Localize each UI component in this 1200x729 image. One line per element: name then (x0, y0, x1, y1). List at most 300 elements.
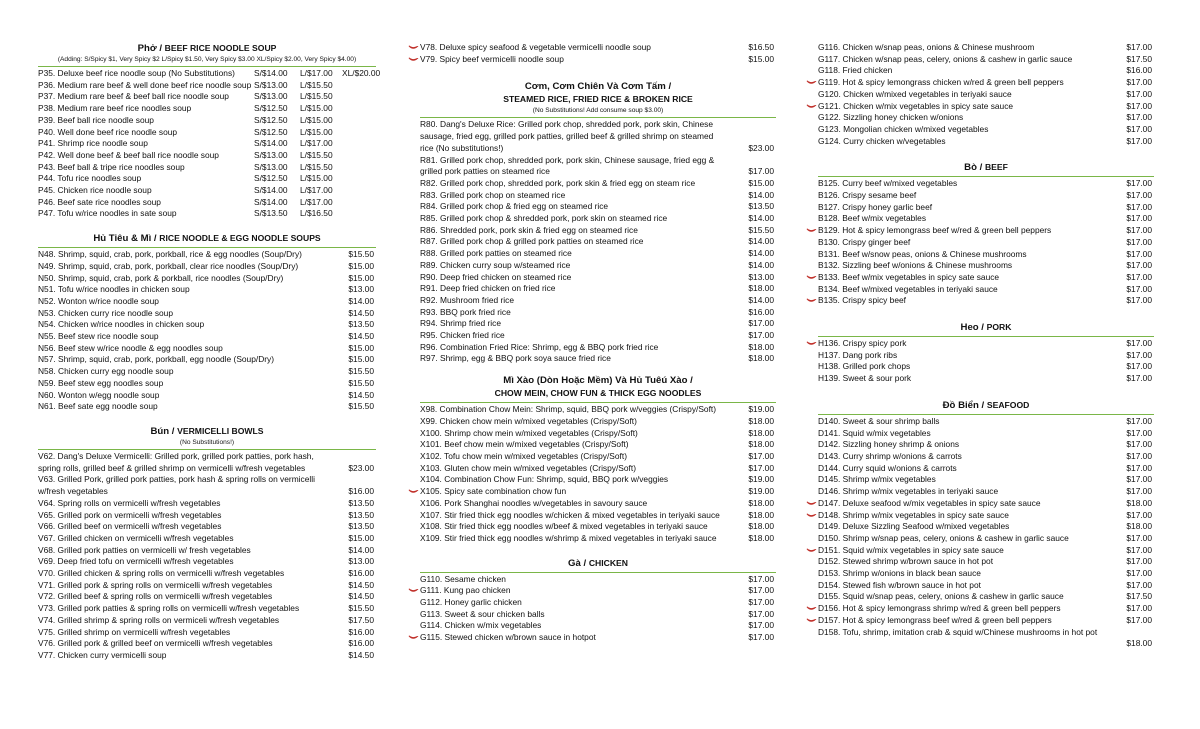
menu-item-price: $18.00 (748, 509, 774, 520)
menu-item (38, 296, 376, 308)
menu-item-name: X102. Tofu chow mein w/mixed vegetables (Crispy/Soft) (420, 450, 627, 461)
menu-item-name: B125. Curry beef w/mixed vegetables (818, 178, 958, 189)
chili-pepper-icon (806, 80, 817, 85)
menu-item-name: R80. Dang's Deluxe Rice: Grilled pork chop, shredded pork, pork skin, Chinese sausage, fried egg, grilled pork patties, grilled beef & grilled shrimp on steamed rice (No substitutions!) (420, 119, 714, 153)
menu-item-price-large: L/$17.00 (300, 196, 333, 207)
menu-item-price: $15.00 (348, 532, 374, 543)
menu-item (420, 307, 776, 319)
menu-item (38, 273, 376, 285)
menu-item-name: R94. Shrimp fried rice (420, 318, 501, 329)
menu-item (420, 330, 776, 342)
item-list-chicken-continued (818, 42, 1154, 147)
section-title-bo: Bò / BEEF (964, 162, 1008, 174)
section-title-com: Cơm, Cơm Chiên Và Cơm Tấm / STEAMED RICE, FRIED RICE & BROKEN RICE (503, 81, 693, 105)
menu-item-name: D141. Squid w/mix vegetables (818, 427, 931, 438)
menu-item-name: R85. Grilled pork chop & shredded pork, pork skin on steamed rice (420, 213, 668, 224)
menu-item (818, 603, 1154, 615)
menu-item-price: $14.50 (348, 591, 374, 602)
menu-item-price: $14.50 (348, 389, 374, 400)
menu-item-name: B134. Beef w/mixed vegetables in teriyaki sauce (818, 283, 998, 294)
menu-item (38, 127, 376, 139)
menu-item-name: B129. Hot & spicy lemongrass beef w/red & green bell peppers (818, 225, 1052, 236)
menu-item (818, 533, 1154, 545)
menu-item-name: N56. Beef stew w/rice noodle & egg noodles soup (38, 342, 223, 353)
menu-item (818, 486, 1154, 498)
menu-item-price-large: L/$16.50 (300, 208, 333, 219)
menu-item (38, 545, 376, 557)
menu-item-name: B128. Beef w/mix vegetables (818, 213, 927, 224)
menu-item-name: P41. Shrimp rice noodle soup (38, 138, 148, 149)
menu-item (818, 580, 1154, 592)
menu-item-price: $17.00 (748, 573, 774, 584)
section-title-ga: Gà / CHICKEN (568, 557, 628, 569)
menu-item (38, 208, 376, 220)
menu-item (818, 213, 1154, 225)
menu-item-name: D158. Tofu, shrimp, imitation crab & squid w/Chinese mushrooms in hot pot (818, 626, 1098, 637)
menu-item-price-large: L/$15.00 (300, 114, 333, 125)
menu-item (420, 574, 776, 586)
menu-item-price: $13.00 (348, 556, 374, 567)
menu-item (420, 178, 776, 190)
chili-pepper-icon (806, 606, 817, 611)
menu-item-name: D156. Hot & spicy lemongrass shrimp w/red & green bell peppers (818, 603, 1061, 614)
menu-item-price-large: L/$15.00 (300, 126, 333, 137)
menu-item-price-large: L/$15.00 (300, 173, 333, 184)
menu-item-price: $13.50 (348, 497, 374, 508)
chili-pepper-icon (806, 341, 817, 346)
menu-item-name: G124. Curry chicken w/vegetables (818, 135, 946, 146)
menu-item-price: $17.00 (748, 585, 774, 596)
menu-item (38, 498, 376, 510)
menu-item-name: G113. Sweet & sour chicken balls (420, 608, 545, 619)
section-divider (420, 402, 776, 403)
menu-item (38, 308, 376, 320)
menu-item (420, 463, 776, 475)
menu-item (420, 201, 776, 213)
menu-item (38, 615, 376, 627)
menu-item-price: $23.00 (748, 142, 774, 153)
menu-item-name: B131. Beef w/snow peas, onions & Chinese mushrooms (818, 248, 1027, 259)
menu-item-price-small: S/$14.00 (254, 138, 288, 149)
menu-item-name: N48. Shrimp, squid, crab, pork, porkball, rice & egg noodles (Soup/Dry) (38, 249, 302, 260)
menu-item (818, 338, 1154, 350)
menu-item-price: $14.00 (348, 544, 374, 555)
menu-item-name: B133. Beef w/mix vegetables in spicy sate sauce (818, 271, 1000, 282)
chili-pepper-icon (806, 501, 817, 506)
menu-item-name: R89. Chicken curry soup w/steamed rice (420, 259, 571, 270)
menu-item-name: D143. Curry shrimp w/onions & carrots (818, 450, 962, 461)
menu-item-price: $17.00 (1126, 579, 1152, 590)
menu-item-price: $16.00 (348, 486, 374, 497)
menu-item (818, 260, 1154, 272)
menu-item (420, 451, 776, 463)
menu-item-name: X98. Combination Chow Mein: Shrimp, squid, BBQ pork w/veggies (Crispy/Soft) (420, 404, 717, 415)
section-note-bun: (No Substitutions!) (179, 438, 235, 446)
menu-item-name: R86. Shredded pork, pork skin & fried egg on steamed rice (420, 224, 638, 235)
menu-item-price: $18.00 (1126, 497, 1152, 508)
menu-item-name: G115. Stewed chicken w/brown sauce in hotpot (420, 632, 596, 643)
menu-item (818, 591, 1154, 603)
menu-item (420, 510, 776, 522)
menu-item-name: X109. Stir fried thick egg noodles w/shrimp & mixed vegetables in teriyaki sauce (420, 532, 717, 543)
menu-item (38, 249, 376, 261)
menu-item (38, 150, 376, 162)
menu-item-name: X105. Spicy sate combination chow fun (420, 486, 567, 497)
menu-item-price: $13.50 (748, 201, 774, 212)
menu-item (38, 343, 376, 355)
chili-pepper-icon (806, 298, 817, 303)
section-title-hutieu: Hủ Tiêu & Mì / RICE NOODLE & EGG NOODLE SOUPS (93, 233, 321, 245)
menu-item-price: $17.00 (1126, 201, 1152, 212)
menu-item-price: $17.00 (1126, 614, 1152, 625)
menu-item-price: $16.50 (748, 42, 774, 52)
section-divider (38, 247, 376, 248)
menu-item-name: N60. Wonton w/egg noodle soup (38, 389, 160, 400)
menu-item (420, 54, 776, 66)
section-note-com: (No Substitutions! Add consume soup $3.00) (532, 107, 664, 115)
menu-item-price: $17.00 (1126, 532, 1152, 543)
menu-item-name: R97. Shrimp, egg & BBQ pork soya sauce fried rice (420, 353, 611, 364)
menu-item (818, 439, 1154, 451)
menu-item-name: V62. Dang's Deluxe Vermicelli: Grilled pork, grilled pork patties, pork hash, spring rolls, grilled beef & grilled shrimp on vermicelli w/fresh vegetables (38, 450, 314, 473)
menu-item-price: $17.50 (348, 614, 374, 625)
menu-item-price: $23.00 (348, 462, 374, 473)
menu-item-name: R95. Chicken fried rice (420, 330, 505, 341)
menu-item-price-small: S/$13.00 (254, 79, 288, 90)
menu-item-name: G114. Chicken w/mix vegetables (420, 620, 542, 631)
menu-item-name: V79. Spicy beef vermicelli noodle soup (420, 53, 564, 64)
menu-item (420, 42, 776, 54)
menu-item-price: $17.00 (1126, 190, 1152, 201)
section-divider (818, 336, 1154, 337)
menu-item (420, 318, 776, 330)
menu-item-price: $17.00 (748, 632, 774, 643)
menu-item-name: V73. Grilled pork patties & spring rolls on vermicelli w/fresh vegetables (38, 603, 300, 614)
menu-item-price: $17.00 (1126, 486, 1152, 497)
menu-item-price: $14.00 (748, 259, 774, 270)
menu-item-name: V65. Grilled pork on vermicelli w/fresh vegetables (38, 509, 222, 520)
menu-item-price: $17.00 (1126, 349, 1152, 360)
menu-item (818, 225, 1154, 237)
menu-item-name: G119. Hot & spicy lemongrass chicken w/red & green bell peppers (818, 77, 1064, 88)
menu-item-name: P35. Deluxe beef rice noodle soup (No Substitutions) (38, 68, 235, 78)
menu-item (38, 510, 376, 522)
menu-item (818, 615, 1154, 627)
menu-item-name: V64. Spring rolls on vermicelli w/fresh vegetables (38, 497, 221, 508)
menu-item-name: D150. Shrimp w/snap peas, celery, onions & cashew in garlic sauce (818, 532, 1069, 543)
menu-item-name: V75. Grilled shrimp on vermicelli w/fresh vegetables (38, 626, 231, 637)
menu-item-name: R92. Mushroom fried rice (420, 294, 515, 305)
menu-item-price: $17.00 (1126, 236, 1152, 247)
menu-item-price-small: S/$12.50 (254, 173, 288, 184)
menu-item-name: B132. Sizzling beef w/onions & Chinese mushrooms (818, 260, 1013, 271)
item-list-com (420, 119, 776, 365)
menu-item-price: $18.00 (748, 353, 774, 364)
menu-item (38, 115, 376, 127)
menu-item (420, 283, 776, 295)
menu-item-price: $14.00 (348, 295, 374, 306)
section-title-heo: Heo / PORK (960, 322, 1012, 334)
menu-item-name: V72. Grilled beef & spring rolls on vermicelli w/fresh vegetables (38, 591, 273, 602)
menu-item-name: H136. Crispy spicy pork (818, 338, 907, 349)
menu-item-name: N59. Beef stew egg noodles soup (38, 377, 164, 388)
item-list-mixao (420, 404, 776, 544)
menu-item-price-large: L/$15.50 (300, 149, 333, 160)
menu-item-price: $18.00 (1126, 638, 1152, 649)
menu-item-price-large: L/$15.50 (300, 79, 333, 90)
menu-item (420, 474, 776, 486)
item-list-hutieu (38, 249, 376, 413)
menu-item-name: R93. BBQ pork fried rice (420, 306, 511, 317)
menu-item-price: $16.00 (348, 626, 374, 637)
menu-item-price: $18.00 (748, 427, 774, 438)
menu-item-name: V69. Deep fried tofu on vermicelli w/fresh vegetables (38, 556, 234, 567)
item-list-bo (818, 178, 1154, 307)
menu-item-name: X108. Stir fried thick egg noodles w/beef & mixed vegetables in teriyaki sauce (420, 521, 708, 532)
menu-item (38, 261, 376, 273)
menu-item (38, 91, 376, 103)
chili-pepper-icon (408, 588, 419, 593)
menu-item-price: $17.00 (1126, 42, 1152, 52)
menu-item (420, 533, 776, 545)
menu-item-name: X106. Pork Shanghai noodles w/vegetables in savoury sauce (420, 497, 648, 508)
menu-item (818, 42, 1154, 54)
menu-item-name: P40. Well done beef rice noodle soup (38, 126, 178, 137)
menu-item-price: $15.50 (348, 401, 374, 412)
menu-item-price: $14.00 (748, 248, 774, 259)
menu-item (818, 89, 1154, 101)
menu-item-name: X107. Stir fried thick egg noodles w/chicken & mixed vegetables in teriyaki sauce (420, 509, 720, 520)
menu-item (420, 597, 776, 609)
menu-item (818, 295, 1154, 307)
chili-pepper-icon (806, 275, 817, 280)
menu-item (38, 197, 376, 209)
menu-item-price: $17.00 (748, 166, 774, 177)
menu-item (38, 162, 376, 174)
menu-item-price: $17.00 (748, 597, 774, 608)
menu-item-price: $15.50 (748, 224, 774, 235)
section-divider (420, 117, 776, 118)
menu-item-name: B127. Crispy honey garlic beef (818, 201, 933, 212)
menu-item-name: N52. Wonton w/rice noodle soup (38, 295, 159, 306)
menu-item (38, 378, 376, 390)
menu-item (38, 568, 376, 580)
item-list-dobien (818, 416, 1154, 650)
menu-item-name: D157. Hot & spicy lemongrass beef w/red & green bell peppers (818, 614, 1052, 625)
menu-item (818, 249, 1154, 261)
menu-item-price: $18.00 (748, 283, 774, 294)
menu-item-price: $16.00 (1126, 65, 1152, 76)
menu-item-price: $17.00 (1126, 178, 1152, 189)
menu-item-name: D142. Sizzling honey shrimp & onions (818, 439, 960, 450)
menu-item-name: G111. Kung pao chicken (420, 585, 511, 596)
menu-item-price: $17.00 (748, 620, 774, 631)
menu-item (818, 54, 1154, 66)
menu-item-name: V66. Grilled beef on vermicelli w/fresh vegetables (38, 521, 222, 532)
menu-item-price: $17.00 (748, 330, 774, 341)
menu-item-price: $17.00 (1126, 88, 1152, 99)
menu-item-price-large: L/$17.00 (300, 68, 333, 78)
menu-item (818, 498, 1154, 510)
menu-item (38, 474, 376, 497)
menu-item-price: $18.00 (748, 439, 774, 450)
menu-item-name: R90. Deep fried chicken on steamed rice (420, 271, 572, 282)
menu-item-price: $14.00 (748, 189, 774, 200)
menu-item (818, 112, 1154, 124)
menu-item-price: $14.00 (748, 294, 774, 305)
menu-item (420, 428, 776, 440)
menu-column-2 (420, 0, 776, 644)
menu-item (420, 353, 776, 365)
menu-item (818, 136, 1154, 148)
menu-item-name: G123. Mongolian chicken w/mixed vegetables (818, 123, 989, 134)
menu-item-price: $15.50 (348, 366, 374, 377)
menu-item (818, 416, 1154, 428)
menu-item-price: $13.50 (348, 509, 374, 520)
menu-item-name: N49. Shrimp, squid, crab, pork, porkball, clear rice noodles (Soup/Dry) (38, 260, 299, 271)
menu-item-price: $17.00 (1126, 100, 1152, 111)
section-divider (38, 66, 376, 67)
chili-pepper-icon (408, 489, 419, 494)
menu-item-name: G112. Honey garlic chicken (420, 597, 522, 608)
menu-item-name: D153. Shrimp w/onions in black bean sauce (818, 568, 981, 579)
menu-item-name: X100. Shrimp chow mein w/mixed vegetables (Crispy/Soft) (420, 427, 638, 438)
menu-item (818, 568, 1154, 580)
menu-item-name: D149. Deluxe Sizzling Seafood w/mixed vegetables (818, 521, 1010, 532)
menu-item (38, 401, 376, 413)
menu-item-price-small: S/$14.00 (254, 196, 288, 207)
menu-item-price: $15.50 (348, 603, 374, 614)
menu-item-price: $14.50 (348, 579, 374, 590)
section-note-pho: (Adding: S/Spicy $1, Very Spicy $2 L/Spicy $1.50, Very Spicy $3.00 XL/Spicy $2.00, Very Spicy $4.00) (57, 56, 357, 63)
menu-item (420, 439, 776, 451)
menu-item (420, 236, 776, 248)
menu-item (38, 390, 376, 402)
item-list-ga (420, 574, 776, 644)
menu-item (38, 451, 376, 474)
menu-item (420, 190, 776, 202)
menu-item-name: P38. Medium rare beef rice noodles soup (38, 103, 192, 114)
menu-column-3 (818, 0, 1154, 650)
menu-item-name: R91. Deep fried chicken on fried rice (420, 283, 556, 294)
menu-item-price: $18.00 (748, 497, 774, 508)
chili-pepper-icon (806, 618, 817, 623)
menu-item-price: $15.00 (748, 53, 774, 64)
menu-item (420, 155, 776, 178)
menu-item-name: P39. Beef ball rice noodle soup (38, 114, 154, 125)
menu-item-name: P46. Beef sate rice noodles soup (38, 196, 161, 207)
menu-item-price-xl: XL/$20.00 (342, 68, 381, 78)
menu-item-name: D146. Shrimp w/mix vegetables in teriyaki sauce (818, 486, 999, 497)
menu-item (38, 366, 376, 378)
menu-item-price: $18.00 (748, 415, 774, 426)
menu-item-name: V74. Grilled shrimp & spring rolls on vermiceli w/fresh vegetables (38, 614, 280, 625)
menu-item (818, 627, 1154, 650)
menu-item-price: $17.50 (1126, 591, 1152, 602)
menu-item-price: $15.00 (348, 354, 374, 365)
menu-item-name: R87. Grilled pork chop & grilled pork patties on steamed rice (420, 236, 644, 247)
menu-item-name: H137. Dang pork ribs (818, 349, 898, 360)
menu-item (38, 80, 376, 92)
menu-item (38, 138, 376, 150)
menu-item-price: $14.00 (748, 236, 774, 247)
menu-item-name: N53. Chicken curry rice noodle soup (38, 307, 173, 318)
menu-item (818, 556, 1154, 568)
menu-item (818, 373, 1154, 385)
menu-item-price: $14.50 (348, 307, 374, 318)
menu-item-price-large: L/$15.50 (300, 161, 333, 172)
menu-item-name: G120. Chicken w/mixed vegetables in teriyaki sauce (818, 88, 1012, 99)
menu-item-name: H139. Sweet & sour pork (818, 373, 912, 384)
menu-item-name: R81. Grilled pork chop, shredded pork, pork skin, Chinese sausage, fried egg & grilled pork patties on steamed rice (420, 154, 715, 177)
menu-item-price-small: S/$12.50 (254, 114, 288, 125)
menu-item (38, 354, 376, 366)
section-divider (818, 414, 1154, 415)
menu-item (818, 65, 1154, 77)
menu-item-name: X103. Gluten chow mein w/mixed vegetables (Crispy/Soft) (420, 462, 636, 473)
menu-item-name: N50. Shrimp, squid, crab, pork & porkball, rice noodles (Soup/Dry) (38, 272, 284, 283)
menu-item (420, 260, 776, 272)
menu-item-price: $18.00 (748, 341, 774, 352)
menu-item-name: P37. Medium rare beef & beef ball rice noodle soup (38, 91, 229, 102)
menu-item-name: V77. Chicken curry vermicelli soup (38, 649, 167, 660)
menu-item-price: $13.50 (348, 319, 374, 330)
menu-item (818, 521, 1154, 533)
menu-item-price-small: S/$12.50 (254, 103, 288, 114)
menu-item (818, 237, 1154, 249)
menu-item-name: P43. Beef ball & tripe rice noodles soup (38, 161, 185, 172)
menu-item-name: R96. Combination Fried Rice: Shrimp, egg & BBQ pork fried rice (420, 341, 659, 352)
menu-item-price: $16.00 (348, 638, 374, 649)
menu-item (38, 591, 376, 603)
menu-item-name: D145. Shrimp w/mix vegetables (818, 474, 936, 485)
menu-item-price: $17.00 (1126, 427, 1152, 438)
section-title-pho: Phở / BEEF RICE NOODLE SOUP (137, 43, 277, 54)
menu-item (420, 295, 776, 307)
menu-item-name: V78. Deluxe spicy seafood & vegetable vermicelli noodle soup (420, 42, 651, 52)
menu-item (420, 585, 776, 597)
menu-item-name: D155. Squid w/snap peas, celery, onions & cashew in garlic sauce (818, 591, 1064, 602)
menu-item-price: $13.00 (748, 271, 774, 282)
menu-item (818, 451, 1154, 463)
menu-item-name: P36. Medium rare beef & well done beef rice noodle soup (38, 79, 252, 90)
section-divider (818, 176, 1154, 177)
menu-item (38, 603, 376, 615)
menu-item (38, 638, 376, 650)
menu-item-price: $17.00 (1126, 462, 1152, 473)
menu-item-price: $19.00 (748, 474, 774, 485)
menu-item-name: R84. Grilled pork chop & fried egg on steamed rice (420, 201, 609, 212)
menu-item-price-large: L/$17.00 (300, 138, 333, 149)
menu-item-price: $17.00 (1126, 77, 1152, 88)
item-list-vermicelli-continued (420, 42, 776, 65)
menu-item-price: $17.00 (748, 450, 774, 461)
chili-pepper-icon (408, 45, 419, 50)
section-divider (420, 572, 776, 573)
menu-item-price: $15.50 (348, 249, 374, 260)
menu-item-price: $14.50 (348, 649, 374, 660)
menu-item (818, 190, 1154, 202)
chili-pepper-icon (806, 513, 817, 518)
menu-item-price: $17.00 (1126, 556, 1152, 567)
menu-item-name: B130. Crispy ginger beef (818, 236, 911, 247)
menu-item (818, 474, 1154, 486)
menu-item-name: V76. Grilled pork & grilled beef on vermicelli w/fresh vegetables (38, 638, 273, 649)
menu-item-name: V71. Grilled pork & spring rolls on vermicelli w/fresh vegetables (38, 579, 273, 590)
menu-item-price: $17.00 (748, 608, 774, 619)
menu-item (420, 620, 776, 632)
menu-item (38, 185, 376, 197)
